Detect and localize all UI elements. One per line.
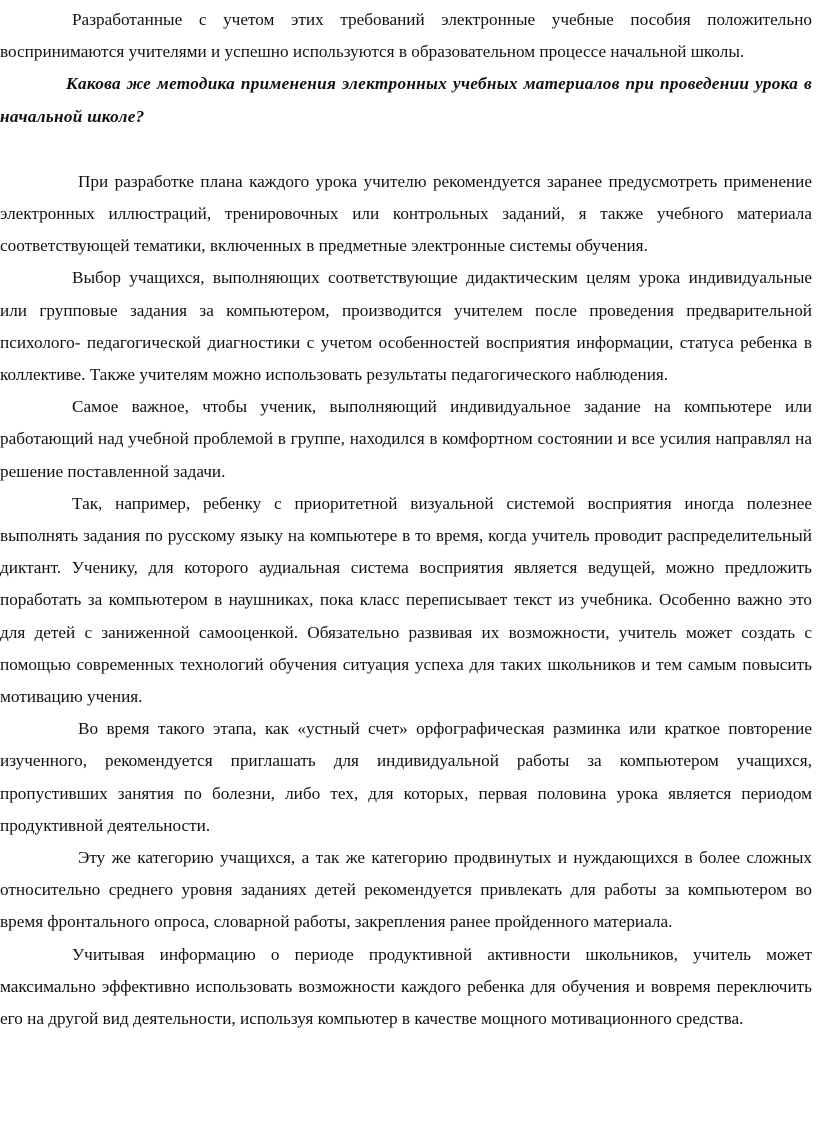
paragraph-advanced-students: Эту же категорию учащихся, а так же категорию продвинутых и нуждающихся в более сложных относительно среднего уровня заданиях детей рекомендуется привлекать для работы за компьютером во время фронтального опроса, словарной работы, закрепления ранее пройденного материала. <box>0 848 812 932</box>
paragraph-perception-systems: Так, например, ребенку с приоритетной визуальной системой восприятия иногда полезнее выполнять задания по русскому языку на компьютере в то время, когда учитель проводит распределительный диктант. Ученику, для которого аудиальная система восприятия является ведущей, можно предложить поработать за компьютером в наушниках, пока класс переписывает текст из учебника. Особенно важно это для детей с заниженной самооценкой. Обязательно развивая их возможности, учитель может создать с помощью современных технологий обучения ситуация успеха для таких школьников и тем самым повысить мотивацию учения. <box>0 493 812 707</box>
paragraph-lesson-plan: При разработке плана каждого урока учителю рекомендуется заранее предусмотреть применение электронных иллюстраций, тренировочных или контрольных заданий, я также учебного материала соответствующей тематики, включенных в предметные электронные системы обучения. <box>0 171 812 256</box>
paragraph-intro: Разработанные с учетом этих требований электронные учебные пособия положительно воспринимаются учителями и успешно используются в образовательном процессе начальной школы. <box>0 10 812 62</box>
paragraph-student-selection: Выбор учащихся, выполняющих соответствующие дидактическим целям урока индивидуальные или групповые задания за компьютером, производится учителем после проведения предварительной психолого- педагогической диагностики с учетом особенностей восприятия информации, статуса ребенка в коллективе. Также учителям можно использовать результаты педагогического наблюдения. <box>0 268 812 385</box>
spacer <box>0 133 812 166</box>
paragraph-lesson-stages: Во время такого этапа, как «устный счет» орфографическая разминка или краткое повторение изученного, рекомендуется приглашать для индивидуальной работы за компьютером учащихся, пропустивших занятия по болезни, либо тех, для которых, первая половина урока является периодом продуктивной деятельности. <box>0 719 812 835</box>
question-heading: Какова же методика применения электронных учебных материалов при проведении урока в начальной школе? <box>0 74 812 126</box>
paragraph-comfort: Самое важное, чтобы ученик, выполняющий индивидуальное задание на компьютере или работающий над учебной проблемой в группе, находился в комфортном состоянии и все усилия направлял на решение поставленной задачи. <box>0 397 812 481</box>
paragraph-conclusion: Учитывая информацию о периоде продуктивной активности школьников, учитель может максимально эффективно использовать возможности каждого ребенка для обучения и вовремя переключить его на другой вид деятельности, используя компьютер в качестве мощного мотивационного средства. <box>0 944 812 1029</box>
